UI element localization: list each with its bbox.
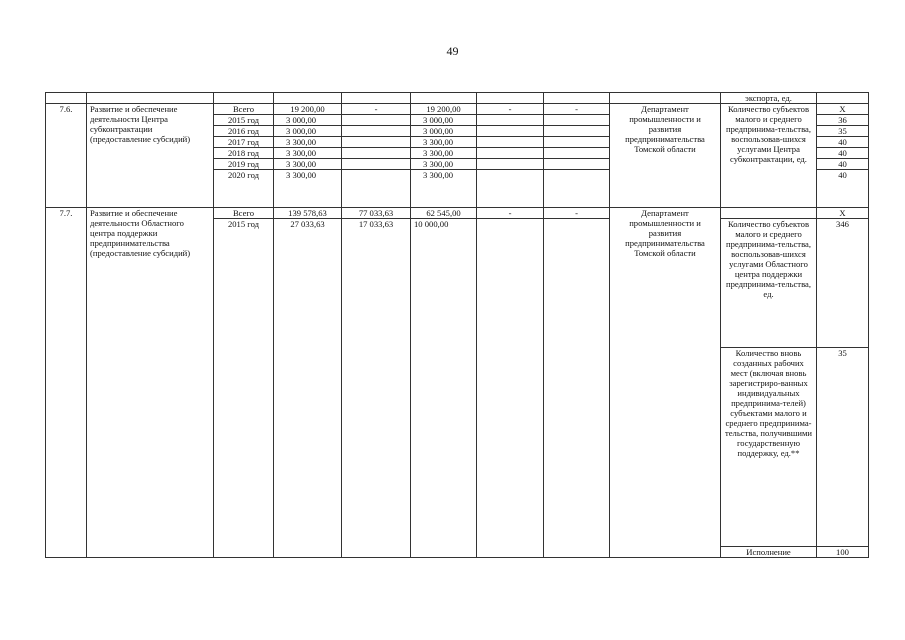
year-label: 2015 год	[214, 115, 274, 126]
row-number: 7.7.	[46, 208, 87, 558]
total-value: 3 300,00	[274, 170, 342, 208]
executor: Департамент промышленности и развития предпринимательства Томской области	[610, 208, 721, 558]
indicator-text: Количество вновь созданных рабочих мест (включая вновь зарегистриро-ванных индивидуальных предпринима-телей) субъектами малого и среднего предпринима-тельства, получившими государственную поддержку, ед.**	[721, 348, 817, 547]
indicator-value: 36	[817, 115, 869, 126]
regional-value: 3 000,00	[411, 126, 477, 137]
indicator-value: 40	[817, 170, 869, 208]
indicator-value: 35	[817, 348, 869, 547]
regional-value: 62 545,00	[411, 208, 477, 219]
activity-title: Развитие и обеспечение деятельности Областного центра поддержки предпринимательства (предоставление субсидий)	[87, 208, 214, 558]
continuation-text: экспорта, ед.	[721, 93, 817, 104]
total-value: 3 300,00	[274, 148, 342, 159]
row-number: 7.6.	[46, 104, 87, 208]
total-value: 3 300,00	[274, 137, 342, 148]
other-value: -	[544, 104, 610, 115]
indicator-text: Исполнение	[721, 547, 817, 558]
federal-value: 77 033,63	[342, 208, 411, 219]
indicator-text: Количество субъектов малого и среднего предпринима-тельства, воспользовав-шихся услугами Областного центра поддержки предпринима-тельства, ед.	[721, 219, 817, 348]
year-label: 2019 год	[214, 159, 274, 170]
indicator-text	[721, 208, 817, 219]
federal-value: 17 033,63	[342, 219, 411, 558]
year-label: 2015 год	[214, 219, 274, 558]
indicator-value: 100	[817, 547, 869, 558]
regional-value: 10 000,00	[411, 219, 477, 558]
indicator-value: 40	[817, 148, 869, 159]
activity-title: Развитие и обеспечение деятельности Центра субконтрактации (предоставление субсидий)	[87, 104, 214, 208]
executor: Департамент промышленности и развития предпринимательства Томской области	[610, 104, 721, 208]
regional-value: 3 000,00	[411, 115, 477, 126]
total-value: 27 033,63	[274, 219, 342, 558]
year-label: 2020 год	[214, 170, 274, 208]
local-value: -	[477, 104, 544, 115]
indicator-value: X	[817, 208, 869, 219]
indicator-value: 40	[817, 159, 869, 170]
program-table	[45, 92, 869, 558]
year-label: 2016 год	[214, 126, 274, 137]
year-label: Всего	[214, 104, 274, 115]
regional-value: 3 300,00	[411, 170, 477, 208]
local-value: -	[477, 208, 544, 219]
total-value: 19 200,00	[274, 104, 342, 115]
regional-value: 3 300,00	[411, 159, 477, 170]
indicator-value: 35	[817, 126, 869, 137]
federal-value: -	[342, 104, 411, 115]
page-number: 49	[446, 44, 459, 58]
indicator-value: X	[817, 104, 869, 115]
regional-value: 3 300,00	[411, 148, 477, 159]
continuation-row	[46, 93, 869, 104]
total-value: 3 300,00	[274, 159, 342, 170]
indicator-value: 40	[817, 137, 869, 148]
indicator-text: Количество субъектов малого и среднего предпринима-тельства, воспользовав-шихся услугами Центра субконтрактации, ед.	[721, 104, 817, 208]
table-row	[46, 208, 869, 219]
year-label: 2017 год	[214, 137, 274, 148]
table-row	[46, 104, 869, 115]
total-value: 3 000,00	[274, 115, 342, 126]
indicator-value: 346	[817, 219, 869, 348]
total-value: 139 578,63	[274, 208, 342, 219]
other-value: -	[544, 208, 610, 219]
total-value: 3 000,00	[274, 126, 342, 137]
regional-value: 3 300,00	[411, 137, 477, 148]
regional-value: 19 200,00	[411, 104, 477, 115]
year-label: 2018 год	[214, 148, 274, 159]
year-label: Всего	[214, 208, 274, 219]
